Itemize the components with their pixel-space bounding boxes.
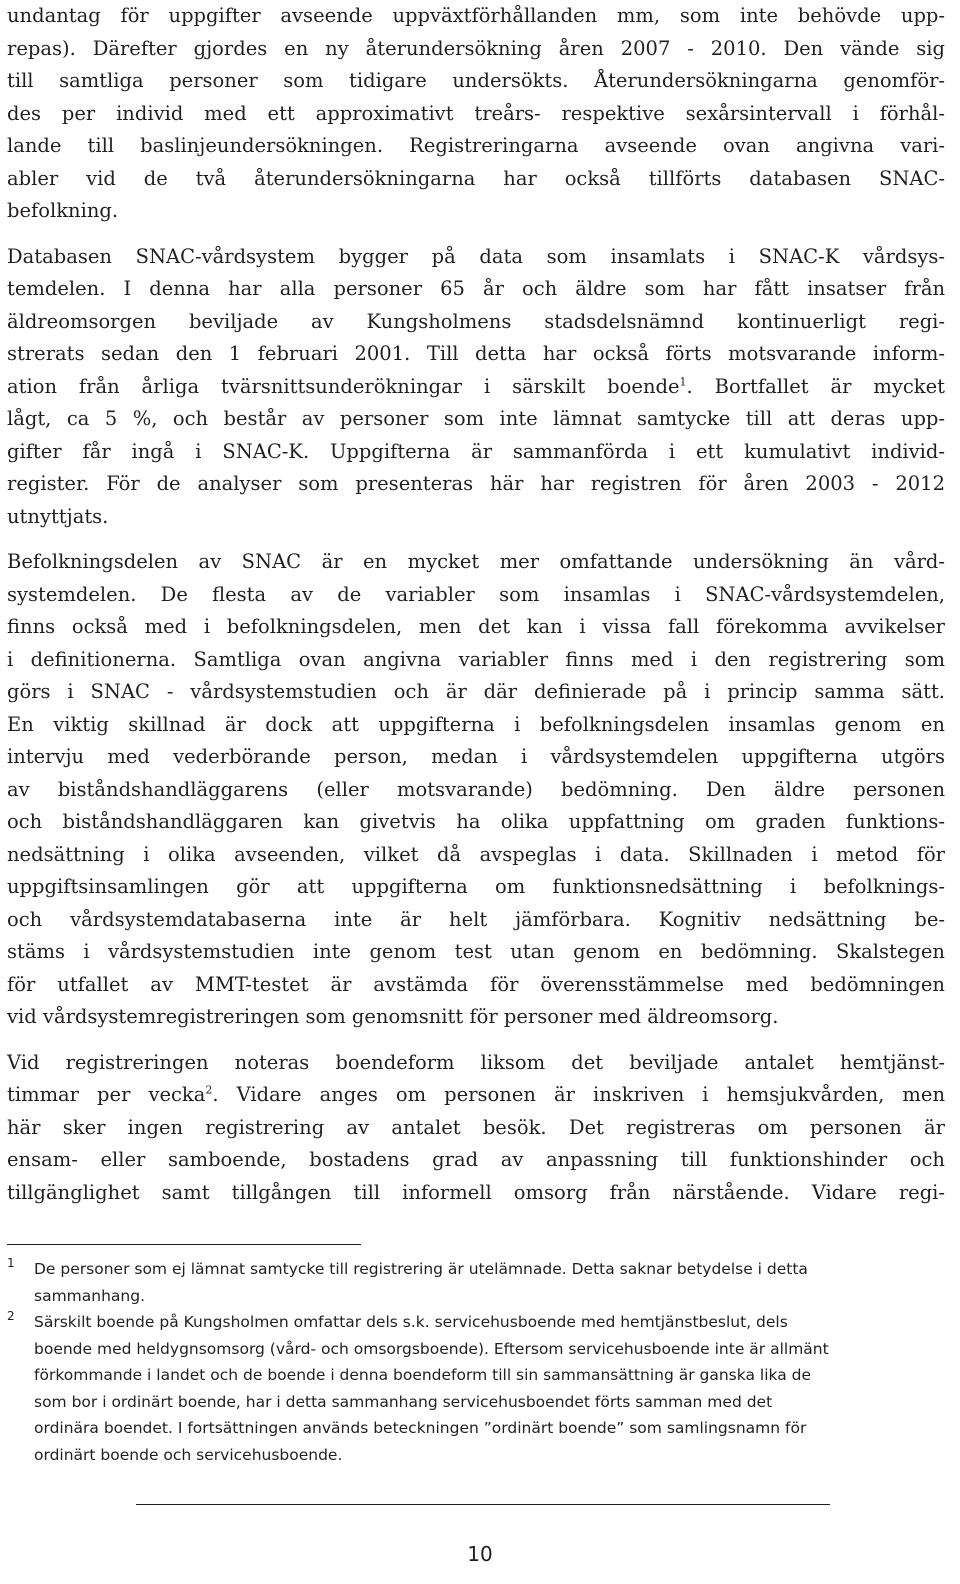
text-line: för utfallet av MMT-testet är avstämda för överensstämmelse med bedömningen (7, 972, 945, 996)
footnote-line: som bor i ordinärt boende, har i detta sammanhang servicehusboendet förts samman med det (34, 1392, 773, 1411)
text-line: nedsättning i olika avseenden, vilket då avspeglas i data. Skillnaden i metod för (7, 842, 945, 866)
text-line: vid vårdsystemregistreringen som genomsnitt för personer med äldreomsorg. (7, 1005, 779, 1028)
paragraph-4 (7, 1047, 945, 1210)
text-line: Databasen SNAC-vårdsystem bygger på data som insamlats i SNAC-K vårdsys- (7, 244, 945, 268)
text-line: till samtliga personer som tidigare undersökts. Återundersökningarna genomför- (7, 69, 945, 92)
text-line: befolkning. (7, 199, 119, 222)
footnote-line: De personer som ej lämnat samtycke till registrering är utelämnade. Detta saknar betydelse i detta (34, 1260, 808, 1278)
text-line: repas). Därefter gjordes en ny återundersökning åren 2007 - 2010. Den vände sig (7, 36, 945, 60)
footnote-reference[interactable]: 2 (205, 1083, 213, 1097)
text-line-with-footnote-ref (7, 371, 945, 404)
text-line: undantag för uppgifter avseende uppväxtförhållanden mm, som inte behövde upp- (7, 4, 945, 27)
footnote-line: boende med heldygnsomsorg (vård- och omsorgsboende). Eftersom servicehusboende inte är allmänt (34, 1339, 829, 1358)
footnote-separator (7, 1244, 361, 1245)
page-number: 10 (467, 1542, 493, 1566)
footnotes (7, 1256, 945, 1468)
text-line: systemdelen. De flesta av de variabler som insamlas i SNAC-vårdsystemdelen, (7, 582, 945, 606)
page-footer-rule (136, 1504, 830, 1505)
text-line: register. För de analyser som presenteras här har registren för åren 2003 - 2012 (7, 472, 945, 495)
text-line: i definitionerna. Samtliga ovan angivna variabler finns med i den registrering som (7, 647, 945, 671)
text-line: av biståndshandläggarens (eller motsvarande) bedömning. Den äldre personen (7, 777, 945, 801)
footnote-2 (7, 1309, 945, 1468)
footnote-line: sammanhang. (34, 1286, 146, 1305)
text-line: här sker ingen registrering av antalet besök. Det registreras om personen är (7, 1115, 945, 1139)
text-line: görs i SNAC - vårdsystemstudien och är där definierade på i princip samma sätt. (7, 680, 945, 703)
text-segment: timmar per vecka (7, 1083, 206, 1106)
text-line: uppgiftsinsamlingen gör att uppgifterna om funktionsnedsättning i befolknings- (7, 875, 945, 898)
text-line: finns också med i befolkningsdelen, men det kan i vissa fall förekomma avvikelser (7, 615, 945, 638)
page-body (7, 0, 945, 1209)
paragraph-3 (7, 546, 945, 1034)
text-line: Vid registreringen noteras boendeform liksom det beviljade antalet hemtjänst- (7, 1050, 945, 1074)
footnote-line: förkommande i landet och de boende i denna boendeform till sin sammansättning är ganska lika de (34, 1366, 812, 1384)
footnote-1 (7, 1256, 945, 1309)
text-line: lande till baslinjeundersökningen. Registreringarna avseende ovan angivna vari- (7, 134, 945, 157)
body-text (7, 0, 945, 1209)
footnote-number: 1 (7, 1256, 15, 1270)
text-segment: ation från årliga tvärsnittsunderökningar i särskilt boende (7, 374, 680, 398)
text-line: temdelen. I denna har alla personer 65 år och äldre som har fått insatser från (7, 277, 945, 300)
text-line: abler vid de två återundersökningarna har också tillförts databasen SNAC- (7, 166, 945, 190)
footnote-number: 2 (7, 1309, 15, 1323)
text-line: Befolkningsdelen av SNAC är en mycket mer omfattande undersökning än vård- (7, 550, 945, 573)
text-line: En viktig skillnad är dock att uppgifterna i befolkningsdelen insamlas genom en (7, 712, 945, 736)
paragraph-1 (7, 0, 945, 228)
paragraph-2 (7, 241, 945, 534)
text-line: lågt, ca 5 %, och består av personer som inte lämnat samtycke till att deras upp- (7, 407, 945, 430)
text-line: gifter får ingå i SNAC-K. Uppgifterna är sammanförda i ett kumulativt individ- (7, 439, 945, 463)
text-segment: . Bortfallet är mycket (686, 374, 945, 398)
text-line: des per individ med ett approximativt treårs- respektive sexårsintervall i förhål- (7, 101, 945, 125)
text-line: intervju med vederbörande person, medan i vårdsystemdelen uppgifterna utgörs (7, 745, 945, 768)
text-line: ensam- eller samboende, bostadens grad av anpassning till funktionshinder och (7, 1148, 945, 1171)
footnote-reference[interactable]: 1 (679, 375, 687, 388)
text-line: och vårdsystemdatabaserna inte är helt jämförbara. Kognitiv nedsättning be- (7, 907, 945, 931)
text-line: utnyttjats. (7, 504, 109, 528)
footnote-line: Särskilt boende på Kungsholmen omfattar dels s.k. servicehusboende med hemtjänstbeslut, dels (34, 1313, 788, 1331)
text-line: äldreomsorgen beviljade av Kungsholmens stadsdelsnämnd kontinuerligt regi- (7, 309, 945, 333)
text-segment: . Vidare anges om personen är inskriven i hemsjukvården, men (212, 1083, 945, 1106)
text-line: och biståndshandläggaren kan givetvis ha olika uppfattning om graden funktions- (7, 810, 945, 833)
text-line: tillgänglighet samt tillgången till informell omsorg från närstående. Vidare regi- (7, 1180, 945, 1204)
footnote-line: ordinära boendet. I fortsättningen används beteckningen ”ordinärt boende” som samlingsnamn för (34, 1419, 807, 1437)
footnote-line: ordinärt boende och servicehusboende. (34, 1445, 343, 1464)
text-line: strerats sedan den 1 februari 2001. Till detta har också förts motsvarande inform- (7, 342, 945, 365)
text-line: stäms i vårdsystemstudien inte genom test utan genom en bedömning. Skalstegen (7, 940, 945, 963)
text-line-with-footnote-ref (7, 1079, 945, 1112)
